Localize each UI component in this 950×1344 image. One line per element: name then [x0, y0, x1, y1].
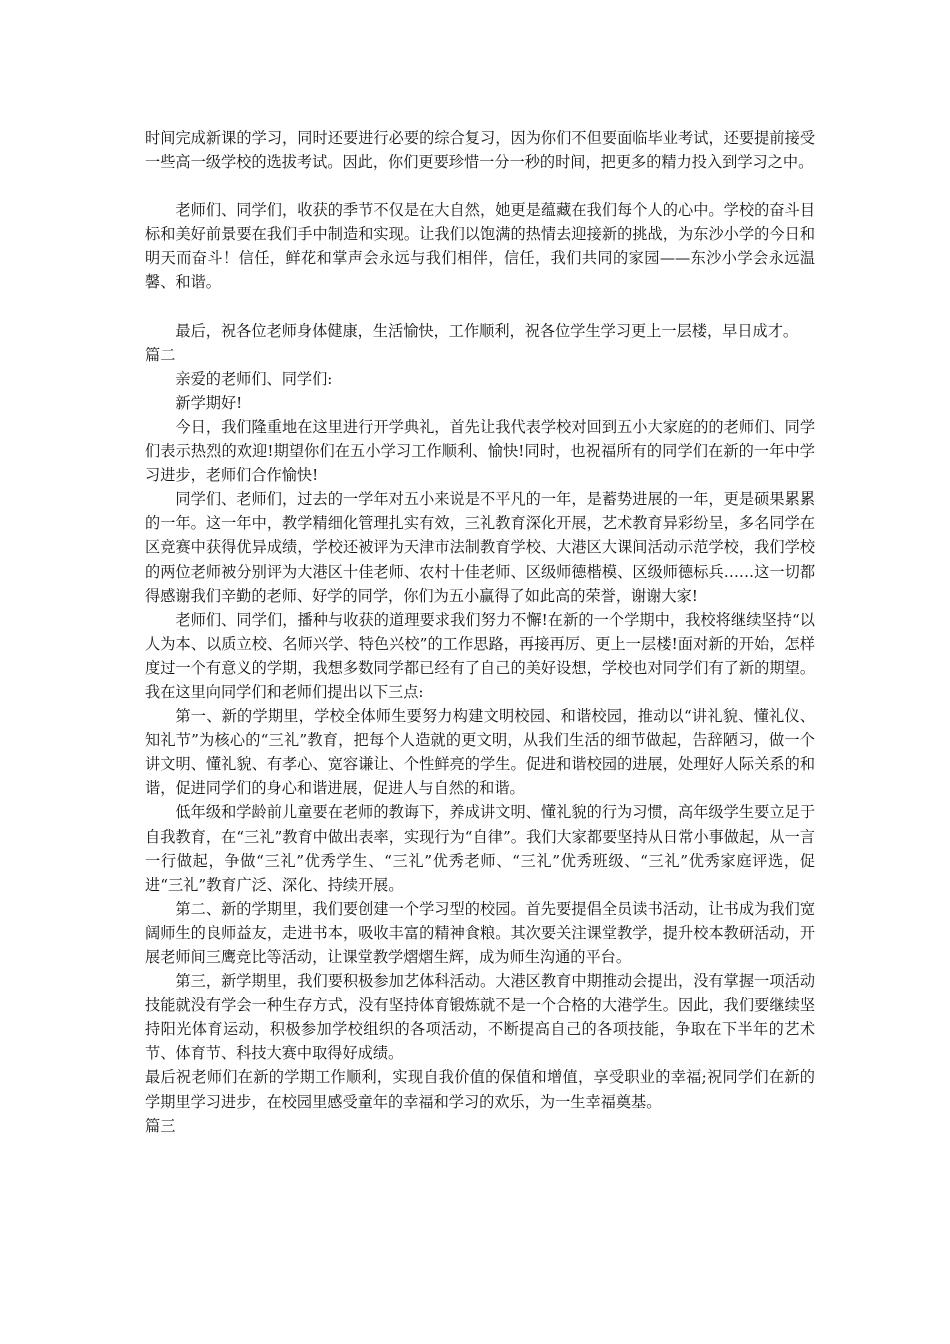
paragraph-harvest-season: 老师们、同学们，收获的季节不仅是在大自然，她更是蕴藏在我们每个人的心中。学校的奋斗目标和美好前景要在我们手中制造和实现。让我们以饱满的热情去迎接新的挑战，为东沙小学的今日和明天而奋斗！信任，鲜花和掌声会永远与我们相伴，信任，我们共同的家园——东沙小学会永远温馨、和谐。 [145, 201, 815, 292]
section-heading-3: 篇三 [145, 1116, 176, 1135]
greeting-line: 亲爱的老师们、同学们: [175, 369, 333, 388]
paragraph-point-two: 第二、新的学期里，我们要创建一个学习型的校园。首先要提倡全员读书活动，让书成为我们宽阔师生的良师益友，走进书本，吸收丰富的精神食粮。其次要关注课堂教学，提升校本教研活动，开展老师间三鹰竞比等活动，让课堂教学熠熠生辉，成为师生沟通的平台。 [145, 899, 815, 966]
paragraph-new-semester-plan: 老师们、同学们，播种与收获的道理要求我们努力不懈!在新的一个学期中，我校将继续坚持“以人为本、以质立校、名师兴学、特色兴校”的工作思路，再接再厉、更上一层楼!面对新的开始，怎样度过一个有意义的学期，我想多数同学都已经有了自己的美好设想，学校也对同学们有了新的期望。我在这里向同学们和老师们提出以下三点: [145, 610, 815, 701]
paragraph-opening-ceremony: 今日，我们隆重地在这里进行开学典礼，首先让我代表学校对回到五小大家庭的的老师们、同学们表示热烈的欢迎!期望你们在五小学习工作顺利、愉快!同时，也祝福所有的同学们在新的一年中学习进步，老师们合作愉快! [145, 417, 815, 485]
paragraph-spacer [145, 295, 815, 319]
paragraph-spacer [145, 174, 815, 198]
paragraph-intro-continuation: 时间完成新课的学习，同时还要进行必要的综合复习，因为你们不但要面临毕业考试，还要提前接受一些高一级学校的选拔考试。因此，你们更要珍惜一分一秒的时间，把更多的精力投入到学习之中。 [145, 129, 815, 172]
paragraph-younger-students: 低年级和学龄前儿童要在老师的教诲下，养成讲文明、懂礼貌的行为习惯，高年级学生要立足于自我教育，在“三礼”教育中做出表率，实现行为“自律”。我们大家都要坚持从日常小事做起，从一言一行做起，争做“三礼”优秀学生、“三礼”优秀老师、“三礼”优秀班级、“三礼”优秀家庭评选，促进“三礼”教育广泛、深化、持续开展。 [145, 803, 815, 894]
paragraph-point-one: 第一、新的学期里，学校全体师生要努力构建文明校园、和谐校园，推动以“讲礼貌、懂礼仪、知礼节”为核心的“三礼”教育，把每个人造就的更文明，从我们生活的细节做起，告辞陋习，做一个讲文明、懂礼貌、有孝心、宽容谦让、个性鲜亮的学生。促进和谐校园的进展，处理好人际关系的和谐，促进同学们的身心和谐进展，促进人与自然的和谐。 [145, 707, 815, 798]
paragraph-final-wishes: 最后祝老师们在新的学期工作顺利，实现自我价值的保值和增值，享受职业的幸福;祝同学们在新的学期里学习进步，在校园里感受童年的幸福和学习的欢乐，为一生幸福奠基。 [145, 1068, 815, 1111]
document-page [145, 126, 815, 1138]
new-term-greeting: 新学期好! [175, 393, 243, 412]
paragraph-closing-wishes: 最后，祝各位老师身体健康，生活愉快，工作顺利，祝各位学生学习更上一层楼，早日成才。 [175, 321, 799, 340]
paragraph-past-year: 同学们、老师们，过去的一学年对五小来说是不平凡的一年，是蓄势进展的一年，更是硕果累累的一年。这一年中，教学精细化管理扎实有效，三礼教育深化开展，艺术教育异彩纷呈，多名同学在区竞赛中获得优异成绩，学校还被评为天津市法制教育学校、大港区大课间活动示范学校，我们学校的两位老师被分别评为大港区十佳老师、农村十佳老师、区级师德楷模、区级师德标兵……这一切都得感谢我们辛勤的老师、好学的同学，你们为五小赢得了如此高的荣誉，谢谢大家! [145, 490, 815, 605]
section-heading-2: 篇二 [145, 345, 176, 364]
paragraph-point-three: 第三，新学期里，我们要积极参加艺体科活动。大港区教育中期推动会提出，没有掌握一项活动技能就没有学会一种生存方式，没有坚持体育锻炼就不是一个合格的大港学生。因此，我们要继续坚持阳光体育运动，积极参加学校组织的各项活动，不断提高自己的各项技能，争取在下半年的艺术节、体育节、科技大赛中取得好成绩。 [145, 972, 815, 1063]
